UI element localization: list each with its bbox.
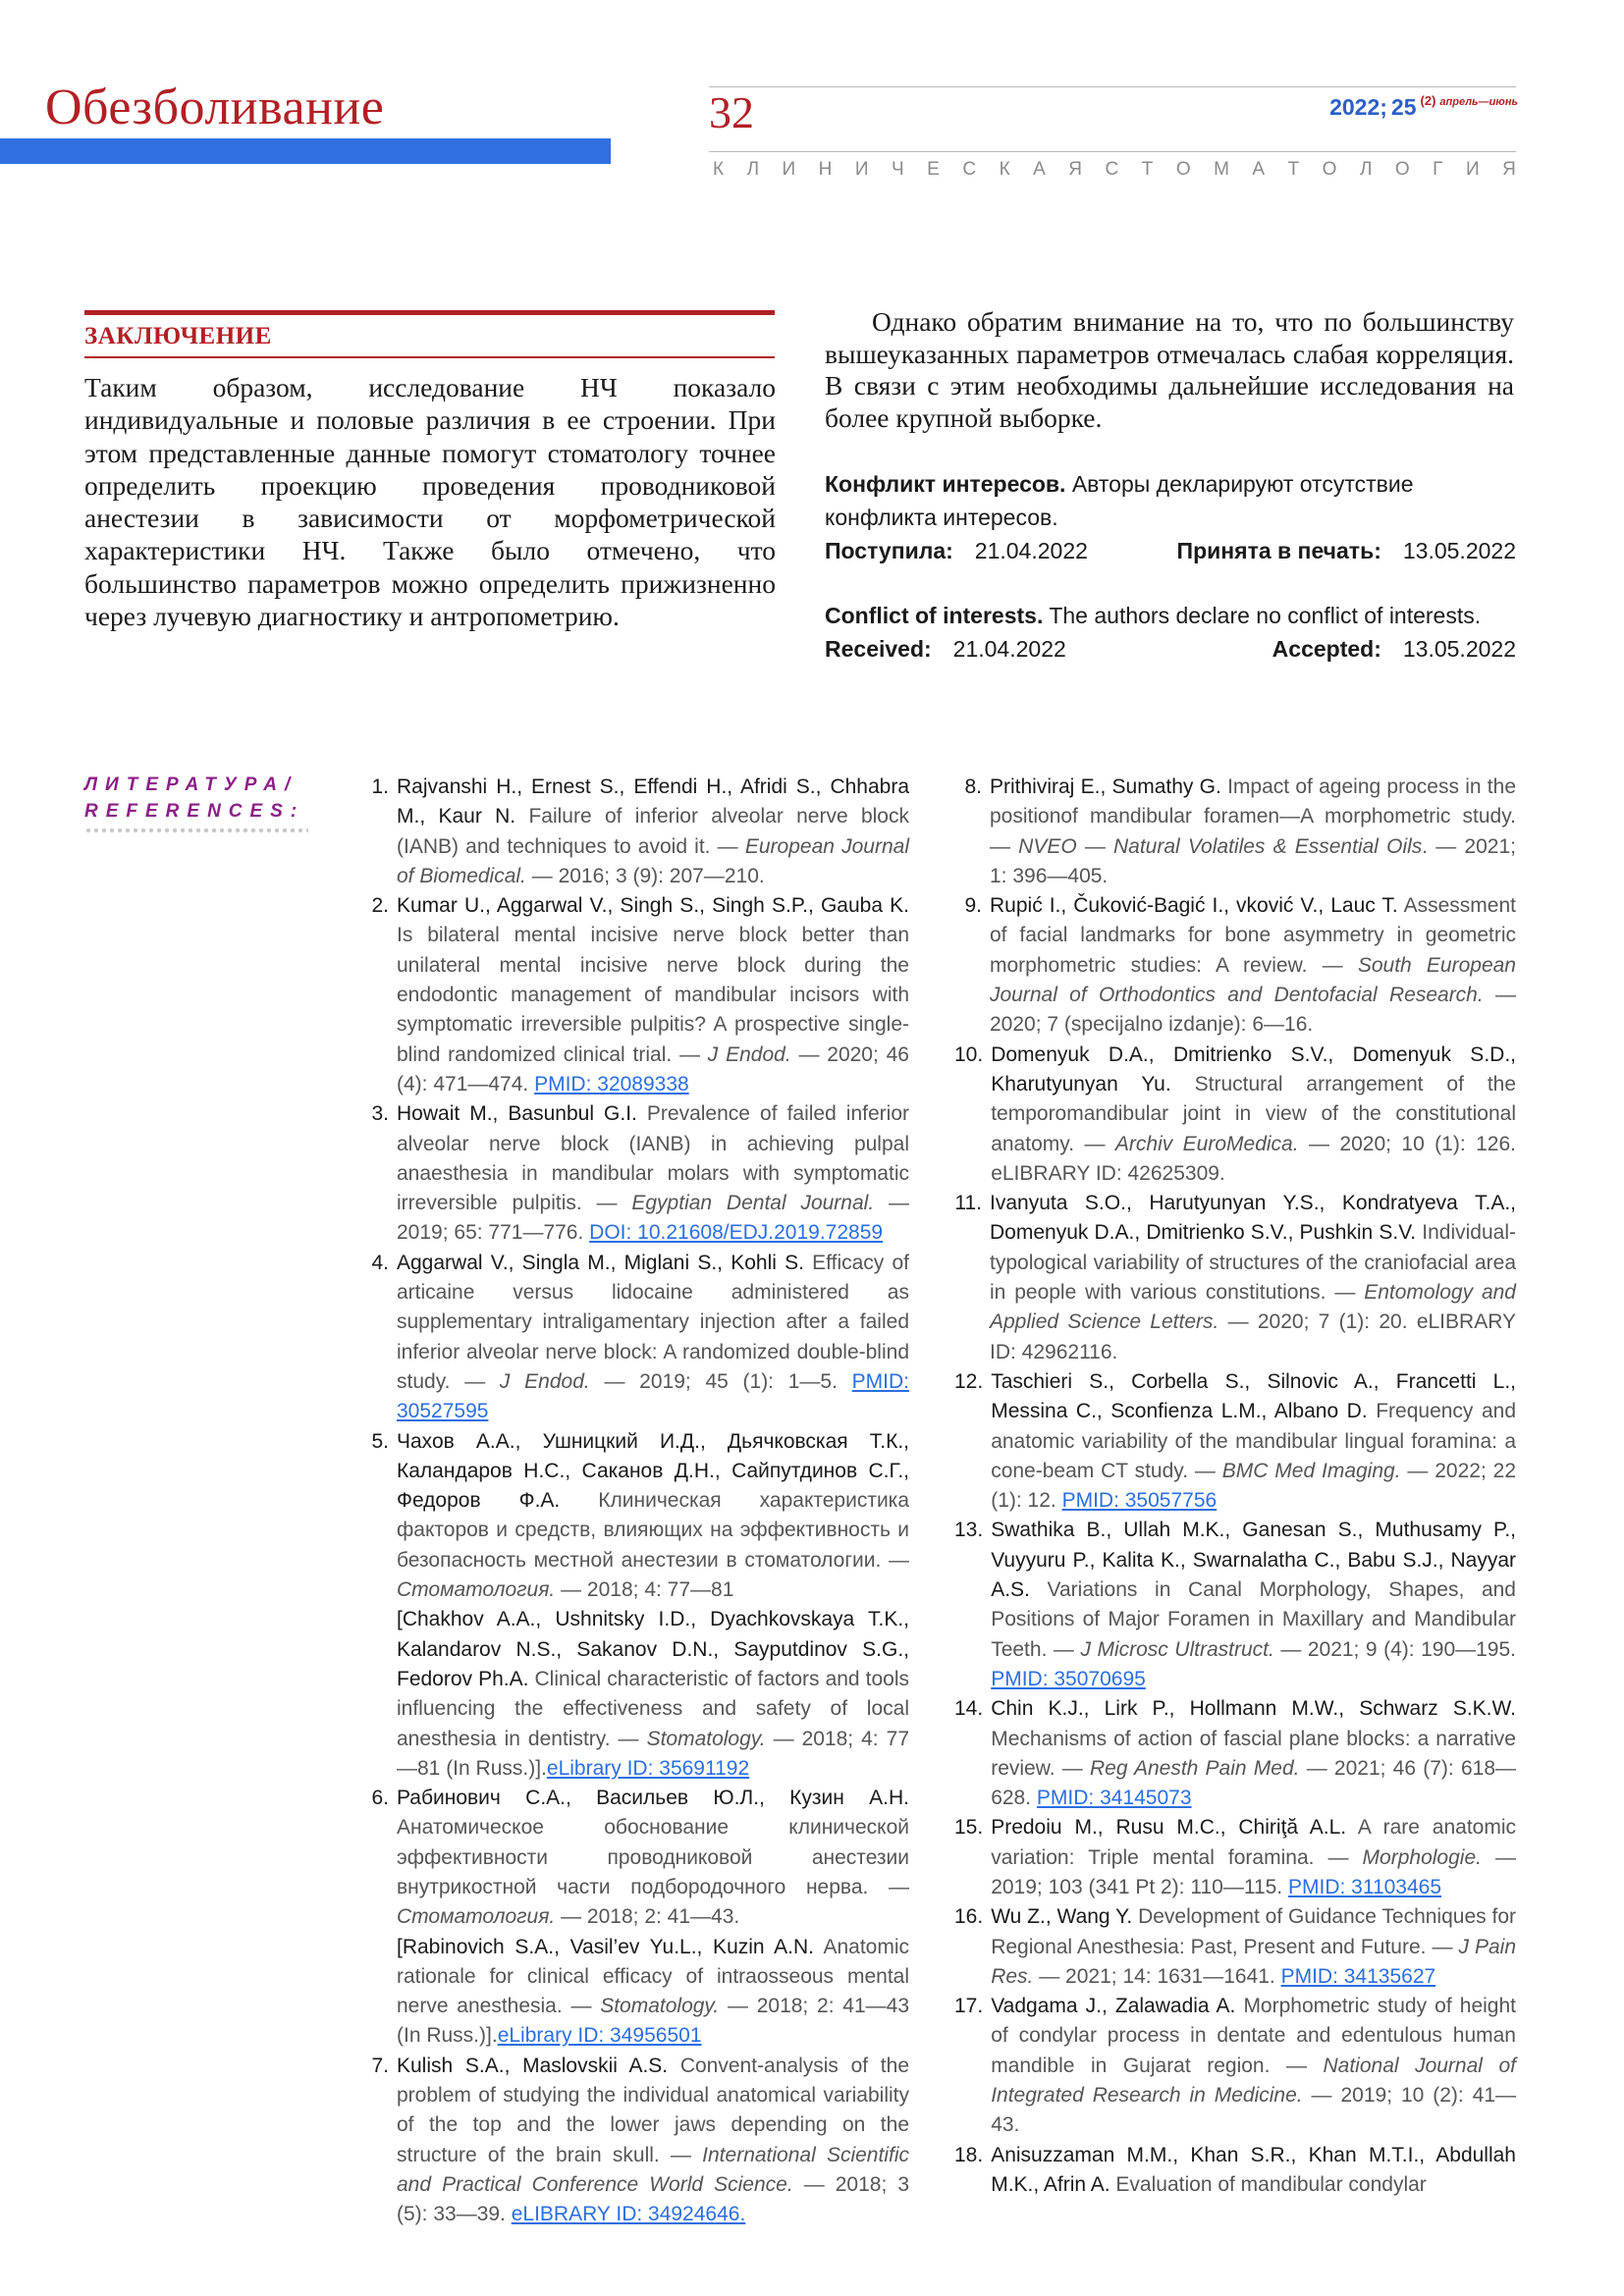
- issue-year: 2022;: [1329, 94, 1387, 120]
- reference-item: [954, 1041, 1516, 1189]
- reference-authors: Howait M., Basunbul G.I.: [397, 1102, 637, 1126]
- reference-link[interactable]: DOI: 10.21608/EDJ.2019.72859: [589, 1221, 884, 1245]
- journal-letter: Л: [1359, 159, 1373, 180]
- reference-link[interactable]: PMID: 34145073: [1036, 1787, 1192, 1810]
- accepted-en-date: 13.05.2022: [1402, 636, 1516, 662]
- journal-letter: Я: [1068, 159, 1083, 180]
- reference-item: [361, 891, 909, 1099]
- conflict-en-label: Conflict of interests.: [825, 603, 1044, 628]
- reference-item: [361, 773, 909, 891]
- reference-title: Failure of inferior alveolar nerve block (IANB) and techniques to avoid it. —: [397, 805, 909, 858]
- reference-body: [991, 1367, 1516, 1516]
- accepted-ru-label: Принята в печать:: [1176, 538, 1381, 563]
- received-en-label: Received:: [825, 636, 932, 662]
- reference-title: Evaluation of mandibular condylar: [1110, 2172, 1427, 2196]
- journal-letter: И: [854, 159, 869, 180]
- accepted-ru-date: 13.05.2022: [1402, 538, 1516, 563]
- conclusion-text: Таким образом, исследование НЧ показало индивидуальные и половые различия в ее строении. При этом представленные данные помогут стоматологу точнее определить проекцию проведения проводниковой анестезии в зависимости от морфометрической характеристики НЧ. Также было отмечено, что большинство параметров можно определить прижизненно через лучевую диагностику и антропометрию.: [84, 372, 776, 632]
- reference-authors: Aggarwal V., Singla M., Miglani S., Kohli S.: [397, 1251, 804, 1274]
- reference-details: — 2018; 4: 77—81 (In Russ.)].: [397, 1727, 909, 1780]
- reference-link[interactable]: PMID: 31103465: [1287, 1875, 1442, 1898]
- reference-source: Stomatology.: [646, 1727, 766, 1750]
- reference-item: [954, 1813, 1516, 1902]
- reference-translation: [397, 1605, 909, 1784]
- reference-authors: Prithiviraj E., Sumathy G.: [990, 775, 1221, 798]
- reference-title: A rare anatomic variation: Triple mental foramina. —: [991, 1816, 1516, 1869]
- journal-letter: Ч: [892, 159, 904, 180]
- accepted-en-label: Accepted:: [1272, 636, 1381, 662]
- reference-number: 4.: [371, 1251, 389, 1274]
- journal-letter: С: [962, 159, 977, 180]
- dates-en: [825, 632, 1516, 666]
- reference-title: Anatomic rationale for clinical efficacy of intraosseous mental nerve anesthesia. —: [397, 1935, 910, 2018]
- reference-details: — 2019; 45 (1): 1—5.: [589, 1369, 852, 1393]
- reference-link[interactable]: PMID: 35057756: [1061, 1489, 1218, 1513]
- reference-number: 15.: [954, 1816, 984, 1840]
- journal-letter: Л: [746, 159, 760, 180]
- reference-authors: Domenyuk D.A., Dmitrienko S.V., Domenyuk S.D., Kharutyunyan Yu.: [991, 1042, 1516, 1095]
- references-label-en: REFERENCES:: [84, 801, 305, 822]
- reference-item: [361, 1099, 909, 1248]
- reference-details: — 2019; 65: 771—776.: [397, 1192, 909, 1245]
- reference-details: — 2018; 3 (5): 33—39.: [397, 2172, 909, 2226]
- reference-link[interactable]: eLIBRARY ID: 34924646.: [511, 2203, 746, 2226]
- reference-body: [991, 1516, 1516, 1694]
- reference-number: 10.: [954, 1042, 984, 1066]
- reference-body: [397, 773, 909, 891]
- header-rule-bottom: [709, 151, 1516, 152]
- reference-number: 11.: [954, 1192, 982, 1215]
- reference-item: [954, 1694, 1516, 1813]
- reference-number: 6.: [371, 1787, 389, 1810]
- reference-item: [954, 773, 1516, 891]
- reference-item: [954, 1902, 1516, 1992]
- conflict-ru: [825, 467, 1516, 534]
- reference-source: Стоматология.: [397, 1578, 556, 1602]
- reference-body: [397, 1099, 909, 1248]
- reference-title: Анатомическое обоснование клинической эффективности проводниковой анестезии внутрикостной части подбородочного нерва. —: [397, 1816, 909, 1898]
- reference-body: [990, 773, 1516, 891]
- section-title: Обезболивание: [45, 80, 385, 135]
- reference-number: 16.: [954, 1905, 984, 1929]
- reference-translation: [397, 1933, 909, 2052]
- reference-source: NVEO — Natural Volatiles & Essential Oils: [1018, 834, 1423, 858]
- reference-body: [991, 1902, 1516, 1992]
- reference-details: . — 2021; 1: 396—405.: [990, 834, 1516, 887]
- reference-body: [397, 1427, 909, 1785]
- conflict-en-text: The authors declare no conflict of interests.: [1049, 603, 1482, 628]
- reference-details: — 2020; 7 (specijalno izdanje): 6—16.: [990, 984, 1516, 1037]
- reference-source: J Endod.: [707, 1042, 791, 1066]
- received-ru-date: 21.04.2022: [974, 538, 1088, 563]
- reference-source: International Scientific and Practical Conference World Science.: [397, 2143, 909, 2196]
- journal-letter: И: [782, 159, 796, 180]
- reference-item: [954, 2141, 1516, 2201]
- reference-number: 18.: [954, 2143, 984, 2166]
- journal-letter: Н: [818, 159, 833, 180]
- section-accent-bar: [0, 138, 611, 164]
- reference-item: [954, 1516, 1516, 1694]
- journal-letter: А: [1252, 159, 1266, 180]
- reference-source: Reg Anesth Pain Med.: [1090, 1756, 1300, 1780]
- journal-letter: Т: [1287, 159, 1300, 180]
- reference-details: — 2018; 2: 41—43.: [555, 1905, 740, 1929]
- conflict-ru-label: Конфликт интересов.: [825, 471, 1066, 497]
- reference-title: Prevalence of failed inferior alveolar nerve block (IANB) in achieving pulpal anaesthesia in mandibular molars with symptomatic irreversible pulpitis. —: [397, 1102, 909, 1215]
- reference-title: Individual-typological variability of structures of the craniofacial area in people with various constitutions. —: [990, 1221, 1516, 1305]
- reference-body: [397, 1784, 909, 2052]
- reference-authors: Ivanyuta S.O., Harutyunyan Y.S., Kondratyeva T.A., Domenyuk D.A., Dmitrienko S.V., Pushkin S.V.: [990, 1192, 1516, 1245]
- reference-details: — 2021; 14: 1631—1641.: [1033, 1964, 1281, 1988]
- reference-source: Stomatology.: [600, 1995, 720, 2018]
- journal-letter: С: [1105, 159, 1119, 180]
- reference-authors: Rupić I., Čuković-Bagić I., vković V., Lauc T.: [990, 894, 1398, 918]
- reference-number: 8.: [964, 775, 982, 798]
- reference-details: — 2019; 10 (2): 41—43.: [991, 2084, 1517, 2137]
- reference-body: [991, 1813, 1516, 1902]
- received-en-date: 21.04.2022: [952, 636, 1066, 662]
- reference-title: Structural arrangement of the temporomandibular joint in view of the constitutional anatomy. —: [991, 1072, 1517, 1155]
- reference-source: J Endod.: [499, 1369, 590, 1393]
- references-column-right: [954, 773, 1516, 2200]
- issue-months: апрель—июнь: [1439, 96, 1518, 108]
- reference-details: — 2021; 9 (4): 190—195.: [1273, 1637, 1517, 1661]
- meta-en: [825, 599, 1516, 666]
- reference-source: Стоматология.: [397, 1905, 556, 1929]
- reference-body: [991, 1992, 1516, 2140]
- reference-link[interactable]: eLibrary ID: 35691192: [546, 1756, 750, 1780]
- reference-authors: Kulish S.A., Maslovskii A.S.: [397, 2054, 669, 2077]
- reference-title: Is bilateral mental incisive nerve block better than unilateral mental incisive nerve block during the endodontic management of mandibular incisors with symptomatic irreversible pulpitis? A prospective single-blind randomized clinical trial. —: [397, 924, 909, 1066]
- reference-details: — 2021; 46 (7): 618—628.: [991, 1756, 1517, 1810]
- reference-body: [990, 1189, 1516, 1367]
- reference-authors: Taschieri S., Corbella S., Silnovic A., Francetti L., Messina C., Sconfienza L.M., Albano D.: [991, 1369, 1516, 1423]
- reference-title: Convent-analysis of the problem of studying the individual anatomical variability of the top and the lower jaws depending on the structure of the brain skull. —: [397, 2054, 909, 2166]
- journal-letter: О: [1175, 159, 1191, 180]
- page-number: 32: [709, 87, 754, 137]
- references-column-left: [361, 773, 909, 2230]
- reference-number: 5.: [371, 1429, 389, 1453]
- journal-letter: О: [1394, 159, 1410, 180]
- reference-title: Mechanisms of action of fascial plane blocks: a narrative review. —: [991, 1727, 1516, 1780]
- reference-source: National Journal of Integrated Research in Medicine.: [991, 2054, 1516, 2108]
- conclusion-rule-bottom: [84, 356, 775, 358]
- reference-authors: [Rabinovich S.A., Vasil’ev Yu.L., Kuzin A.N.: [397, 1935, 814, 1958]
- reference-source: Entomology and Applied Science Letters.: [990, 1281, 1516, 1334]
- header-rule-top: [709, 86, 1516, 87]
- journal-name: [713, 160, 1516, 179]
- conflict-en: [825, 599, 1516, 632]
- reference-item: [954, 1992, 1516, 2140]
- reference-authors: Swathika B., Ullah M.K., Ganesan S., Muthusamy P., Vuyyuru P., Kalita K., Swarnalatha C., Babu S.J., Nayyar A.S.: [991, 1519, 1516, 1602]
- reference-body: [397, 2052, 909, 2230]
- reference-authors: Wu Z., Wang Y.: [991, 1905, 1133, 1929]
- issue-number: (2): [1420, 93, 1436, 108]
- reference-item: [361, 1427, 909, 1785]
- reference-details: — 2020; 46 (4): 471—474.: [397, 1042, 909, 1095]
- reference-number: 14.: [954, 1697, 984, 1721]
- reference-body: [991, 1694, 1516, 1813]
- reference-details: — 2022; 22 (1): 12.: [991, 1459, 1516, 1513]
- reference-authors: Vadgama J., Zalawadia A.: [991, 1995, 1236, 2018]
- reference-body: [991, 2141, 1516, 2201]
- reference-link[interactable]: PMID: 30527595: [397, 1369, 910, 1423]
- reference-authors: [Chakhov A.A., Ushnitsky I.D., Dyachkovskaya T.K., Kalandarov N.S., Sakanov D.N., Sayputdinov S.G., Fedorov Ph.A.: [397, 1608, 909, 1690]
- reference-list-right: [954, 773, 1516, 2200]
- journal-letter: К: [999, 159, 1010, 180]
- reference-authors: Chin K.J., Lirk P., Hollmann M.W., Schwarz S.K.W.: [991, 1697, 1516, 1721]
- reference-details: — 2019; 103 (341 Pt 2): 110—115.: [991, 1845, 1516, 1898]
- reference-title: Impact of ageing process in the positionof mandibular foramen—A morphometric study. —: [990, 775, 1516, 858]
- reference-authors: Чахов А.А., Ушницкий И.Д., Дьячковская Т.К., Каландаров Н.С., Саканов Д.Н., Сайпутдинов С.Г., Федоров Ф.А.: [397, 1429, 909, 1513]
- reference-source: J Pain Res.: [991, 1935, 1516, 1988]
- reference-number: 17.: [954, 1995, 984, 2018]
- reference-source: Archiv EuroMedica.: [1114, 1132, 1299, 1155]
- journal-letter: О: [1322, 159, 1337, 180]
- journal-letter: А: [1033, 159, 1046, 180]
- reference-title: Efficacy of articaine versus lidocaine administered as supplementary intraligamentary injection after a failed inferior alveolar nerve block: A randomized double-blind study. —: [397, 1251, 909, 1393]
- reference-details: — 2020; 7 (1): 20. eLIBRARY ID: 42962116.: [990, 1310, 1516, 1363]
- reference-source: Morphologie.: [1362, 1845, 1482, 1869]
- references-label: [84, 772, 310, 825]
- journal-letter: Я: [1502, 159, 1516, 180]
- reference-title: Development of Guidance Techniques for Regional Anesthesia: Past, Present and Future. —: [991, 1905, 1516, 1958]
- reference-link[interactable]: PMID: 32089338: [534, 1072, 689, 1095]
- reference-body: [397, 891, 909, 1099]
- reference-body: [397, 1249, 909, 1427]
- reference-link[interactable]: PMID: 34135627: [1280, 1964, 1436, 1988]
- reference-source: Egyptian Dental Journal.: [631, 1192, 875, 1215]
- journal-letter: К: [713, 159, 725, 180]
- reference-authors: Kumar U., Aggarwal V., Singh S., Singh S.P., Gauba K.: [397, 894, 909, 918]
- reference-authors: Rajvanshi H., Ernest S., Effendi H., Afridi S., Chhabra M., Kaur N.: [397, 775, 909, 828]
- meta-ru: [825, 467, 1516, 567]
- reference-details: — 2018; 2: 41—43 (In Russ.)].: [397, 1995, 909, 2048]
- journal-letter: И: [1465, 159, 1480, 180]
- reference-title: Frequency and anatomic variability of the mandibular lingual foramina: a cone-beam CT study. —: [991, 1400, 1516, 1482]
- reference-link[interactable]: eLibrary ID: 34956501: [497, 2024, 702, 2048]
- journal-letter: Г: [1433, 159, 1443, 180]
- reference-item: [954, 1189, 1516, 1367]
- conclusion-rule-top: [84, 310, 775, 315]
- reference-item: [954, 1367, 1516, 1516]
- conclusion-continuation: Однако обратим внимание на то, что по большинству вышеуказанных параметров отмечалась слабая корреляция. В связи с этим необходимы дальнейшие исследования на более крупной выборке.: [825, 306, 1514, 433]
- dates-ru: [825, 534, 1516, 567]
- reference-number: 3.: [371, 1102, 389, 1126]
- reference-title: Variations in Canal Morphology, Shapes, and Positions of Major Foramen in Maxillary and Mandibular Teeth. —: [991, 1578, 1516, 1661]
- reference-details: — 2018; 4: 77—81: [555, 1578, 734, 1602]
- references-dotted-rule: [84, 828, 308, 833]
- reference-body: [991, 1041, 1516, 1189]
- reference-number: 7.: [371, 2054, 389, 2077]
- received-ru-label: Поступила:: [825, 538, 953, 563]
- issue-info: [1329, 93, 1518, 120]
- journal-letter: Е: [927, 159, 940, 180]
- reference-number: 9.: [964, 894, 982, 918]
- reference-authors: Predoiu M., Rusu M.C., Chiriţă A.L.: [991, 1816, 1347, 1840]
- reference-details: — 2020; 10 (1): 126. eLIBRARY ID: 42625309.: [991, 1132, 1516, 1185]
- reference-details: — 2016; 3 (9): 207—210.: [525, 864, 765, 887]
- reference-source: European Journal of Biomedical.: [397, 834, 909, 887]
- issue-volume: 25: [1390, 94, 1417, 120]
- reference-number: 13.: [954, 1519, 984, 1542]
- reference-item: [954, 891, 1516, 1040]
- reference-title: Clinical characteristic of factors and tools influencing the effectiveness and safety of local anesthesia in dentistry. —: [397, 1667, 910, 1750]
- reference-title: Morphometric study of height of condylar process in dentate and edentulous human mandible in Gujarat region. —: [991, 1995, 1516, 2077]
- journal-letter: Т: [1141, 159, 1154, 180]
- reference-item: [361, 2052, 909, 2230]
- reference-item: [361, 1249, 909, 1427]
- reference-link[interactable]: PMID: 35070695: [991, 1667, 1146, 1690]
- reference-item: [361, 1784, 909, 2052]
- reference-title: Assessment of facial landmarks for bone asymmetry in geometric morphometric studies: A review. —: [990, 894, 1516, 977]
- reference-title: Клиническая характеристика факторов и средств, влияющих на эффективность и безопасность местной анестезии в стоматологии. —: [397, 1489, 910, 1572]
- conclusion-heading: ЗАКЛЮЧЕНИЕ: [84, 323, 272, 349]
- reference-authors: Рабинович С.А., Васильев Ю.Л., Кузин А.Н.: [397, 1787, 909, 1810]
- journal-letter: М: [1214, 159, 1229, 180]
- reference-number: 12.: [954, 1369, 984, 1393]
- conflict-ru-text: Авторы декларируют отсутствие конфликта интересов.: [825, 471, 1414, 530]
- reference-number: 1.: [371, 775, 389, 798]
- reference-body: [990, 891, 1516, 1040]
- reference-source: J Microsc Ultrastruct.: [1080, 1637, 1274, 1661]
- references-label-ru: ЛИТЕРАТУРА/: [84, 774, 298, 795]
- reference-authors: Anisuzzaman M.M., Khan S.R., Khan M.T.I., Abdullah M.K., Afrin A.: [991, 2143, 1516, 2196]
- reference-source: BMC Med Imaging.: [1221, 1459, 1401, 1482]
- reference-list-left: [361, 773, 909, 2230]
- reference-source: South European Journal of Orthodontics and Dentofacial Research.: [990, 953, 1516, 1007]
- reference-number: 2.: [371, 894, 389, 918]
